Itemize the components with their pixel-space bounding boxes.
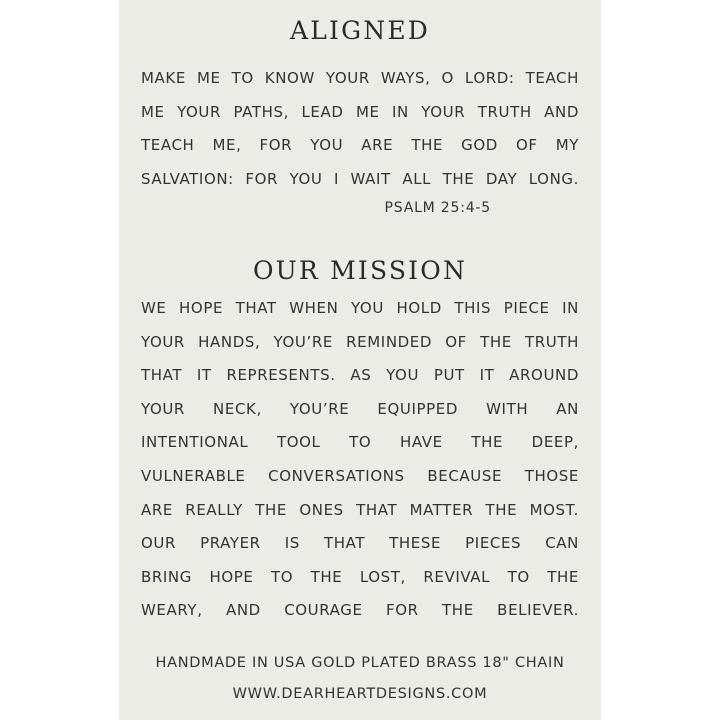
mission-title: OUR MISSION: [252, 256, 468, 285]
mission-line: VULNERABLE CONVERSATIONS BECAUSE THOSE: [141, 466, 579, 485]
product-details: HANDMADE IN USA GOLD PLATED BRASS 18" CHAIN: [155, 655, 565, 671]
product-card: [119, 0, 601, 720]
mission-line: THAT IT REPRESENTS. AS YOU PUT IT AROUND: [141, 366, 579, 385]
mission-line: YOUR HANDS, YOU’RE REMINDED OF THE TRUTH: [141, 332, 579, 351]
verse-text: [141, 62, 579, 196]
verse-reference: PSALM 25:4-5: [384, 200, 491, 216]
verse-line: TEACH ME, FOR YOU ARE THE GOD OF MY: [141, 136, 579, 154]
mission-line: WE HOPE THAT WHEN YOU HOLD THIS PIECE IN: [141, 299, 579, 317]
mission-line: BRING HOPE TO THE LOST, REVIVAL TO THE: [141, 567, 579, 586]
verse-line: SALVATION: FOR YOU I WAIT ALL THE DAY LONG.: [141, 169, 579, 188]
card-title: ALIGNED: [289, 16, 431, 45]
verse-line: ME YOUR PATHS, LEAD ME IN YOUR TRUTH AND: [141, 102, 579, 121]
verse-line: MAKE ME TO KNOW YOUR WAYS, O LORD: TEACH: [141, 69, 579, 87]
website-url: WWW.DEARHEARTDESIGNS.COM: [232, 686, 488, 702]
mission-line: OUR PRAYER IS THAT THESE PIECES CAN: [141, 534, 579, 553]
mission-line: WEARY, AND COURAGE FOR THE BELIEVER.: [141, 601, 579, 620]
mission-line: YOUR NECK, YOU’RE EQUIPPED WITH AN: [141, 399, 579, 418]
mission-line: INTENTIONAL TOOL TO HAVE THE DEEP,: [141, 433, 579, 452]
mission-line: ARE REALLY THE ONES THAT MATTER THE MOST.: [141, 500, 579, 519]
mission-text: [141, 292, 579, 628]
